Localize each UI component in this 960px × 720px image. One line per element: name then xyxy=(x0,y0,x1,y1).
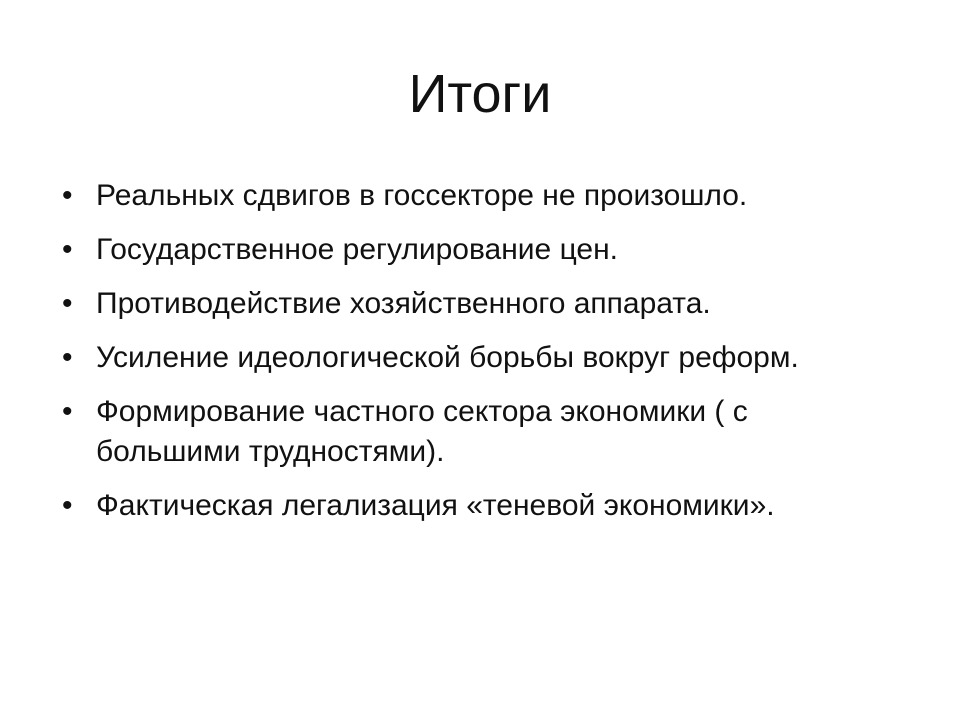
bullet-text: Фактическая легализация «теневой экономики». xyxy=(96,489,775,522)
bullet-icon: • xyxy=(62,489,73,522)
bullet-icon: • xyxy=(62,395,73,428)
slide-title: Итоги xyxy=(408,64,552,124)
bullet-text: Формирование частного сектора экономики ( с большими трудностями). xyxy=(96,395,748,468)
bullet-list xyxy=(56,176,886,540)
bullet-icon: • xyxy=(62,233,73,266)
bullet-text: Усиление идеологической борьбы вокруг реформ. xyxy=(96,341,799,374)
list-item xyxy=(56,284,886,324)
bullet-icon: • xyxy=(62,341,73,374)
list-item xyxy=(56,230,886,270)
bullet-icon: • xyxy=(62,179,73,212)
list-item xyxy=(56,176,886,216)
list-item xyxy=(56,392,886,472)
bullet-text: Реальных сдвигов в госсекторе не произошло. xyxy=(96,179,748,212)
list-item xyxy=(56,338,886,378)
bullet-text: Государственное регулирование цен. xyxy=(96,233,619,266)
bullet-icon: • xyxy=(62,287,73,320)
bullet-text: Противодействие хозяйственного аппарата. xyxy=(96,287,711,320)
list-item xyxy=(56,486,886,526)
